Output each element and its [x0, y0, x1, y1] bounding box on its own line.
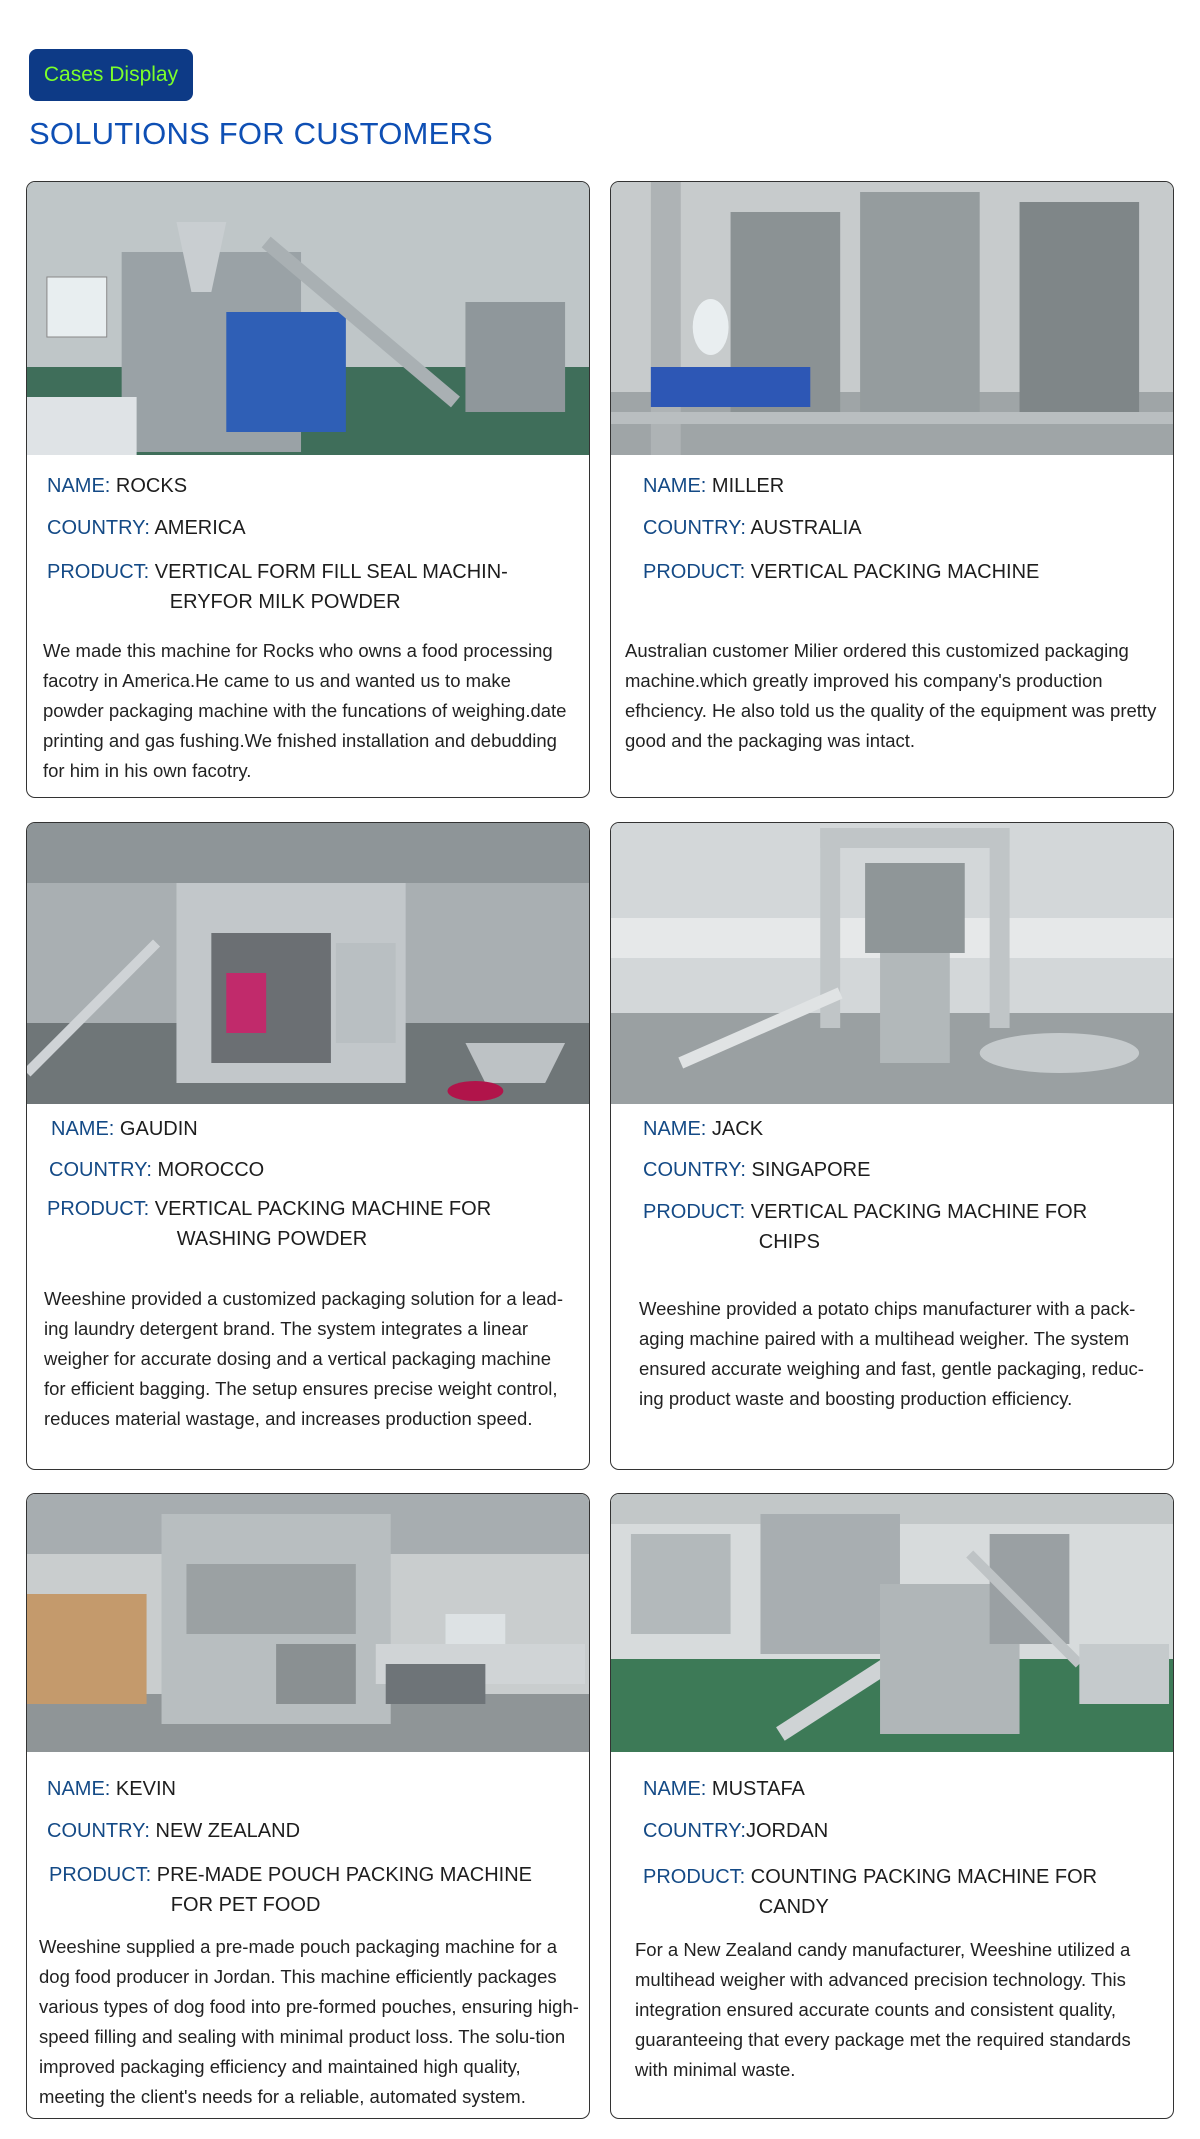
case-info-miller: NAME: MILLER COUNTRY: AUSTRALIA PRODUCT: VERTICAL PACKING MACHINE Australian customer Milier ordered this customized packaging machine.which greatly improved his company's production efhciency. He also told us the quality of the equipment was pretty good and the packaging was intact. — [611, 455, 1173, 798]
case-photo-mustafa — [611, 1494, 1173, 1752]
case-photo-gaudin — [27, 823, 589, 1104]
case-card-mustafa — [610, 1493, 1174, 2119]
name-label: NAME — [47, 1778, 105, 1800]
case-name: MUSTAFA — [711, 1778, 805, 1800]
case-product-line2: ERYFOR MILK POWDER — [169, 591, 401, 613]
case-name: KEVIN — [115, 1778, 176, 1800]
case-product-line1: VERTICAL PACKING MACHINE FOR — [154, 1198, 492, 1220]
case-description: For a New Zealand candy manufacturer, Weeshine utilized a multihead weigher with advanced precision technology. This integration ensured accurate counts and consistent quality, guaranteeing that every package met the required standards with minimal waste. — [635, 1939, 1131, 2080]
case-product-line2: CHIPS — [758, 1231, 820, 1253]
case-country: JORDAN — [745, 1820, 829, 1842]
case-name: ROCKS — [115, 475, 188, 497]
case-photo-rocks — [27, 182, 589, 455]
case-country: NEW ZEALAND — [155, 1820, 301, 1842]
country-label: COUNTRY — [49, 1159, 147, 1181]
case-product-line1: VERTICAL FORM FILL SEAL MACHIN- — [154, 561, 508, 583]
name-label: NAME — [47, 475, 105, 497]
case-photo-kevin — [27, 1494, 589, 1752]
case-description: Weeshine provided a potato chips manufacturer with a pack-aging machine paired with a multihead weigher. The system ensured accurate weighing and fast, gentle packaging, reduc-ing product waste and boosting production efficiency. — [639, 1298, 1144, 1409]
case-photo-jack — [611, 823, 1173, 1104]
country-label: COUNTRY — [643, 1820, 741, 1842]
case-name: GAUDIN — [119, 1118, 198, 1140]
case-country: AMERICA — [154, 517, 246, 539]
product-label: PRODUCT — [643, 1201, 740, 1223]
product-label: PRODUCT — [47, 1198, 144, 1220]
case-product-line1: VERTICAL PACKING MACHINE — [750, 561, 1040, 583]
country-label: COUNTRY — [643, 517, 741, 539]
case-description: Weeshine supplied a pre-made pouch packaging machine for a dog food producer in Jordan. This machine efficiently packages various types of dog food into pre-formed pouches, ensuring high-speed filling and sealing with minimal product loss. The solu-tion improved packaging efficiency and maintained high quality, meeting the client's needs for a reliable, automated system. — [39, 1936, 579, 2107]
case-product-line2: CANDY — [758, 1896, 829, 1918]
case-name: MILLER — [711, 475, 785, 497]
name-label: NAME — [51, 1118, 109, 1140]
case-product-line2: FOR PET FOOD — [170, 1894, 321, 1916]
product-label: PRODUCT — [643, 561, 740, 583]
case-product-line2: WASHING POWDER — [176, 1228, 368, 1250]
case-country: SINGAPORE — [751, 1159, 871, 1181]
product-label: PRODUCT — [47, 561, 144, 583]
product-label: PRODUCT — [49, 1864, 146, 1886]
case-country: MOROCCO — [157, 1159, 265, 1181]
case-description: Weeshine provided a customized packaging solution for a lead-ing laundry detergent brand. The system integrates a linear weigher for accurate dosing and a vertical packaging machine for efficient bagging. The setup ensures precise weight control, reduces material wastage, and increases production speed. — [44, 1288, 563, 1429]
case-card-kevin — [26, 1493, 590, 2119]
cases-display-badge: Cases Display — [29, 49, 193, 101]
case-card-rocks — [26, 181, 590, 798]
case-card-miller — [610, 181, 1174, 798]
case-description: Australian customer Milier ordered this customized packaging machine.which greatly improved his company's production efhciency. He also told us the quality of the equipment was pretty good and the packaging was intact. — [625, 640, 1157, 751]
country-label: COUNTRY — [643, 1159, 741, 1181]
case-country: AUSTRALIA — [750, 517, 862, 539]
name-label: NAME — [643, 475, 701, 497]
case-info-jack: NAME: JACK COUNTRY: SINGAPORE PRODUCT: VERTICAL PACKING MACHINE FOR CHIPS Weeshine provided a potato chips manufacturer with a pack-aging machine paired with a multihead weigher. The system ensured accurate weighing and fast, gentle packaging, reduc-ing product waste and boosting production efficiency. — [611, 1104, 1173, 1470]
case-photo-miller — [611, 182, 1173, 455]
case-name: JACK — [711, 1118, 764, 1140]
case-card-gaudin — [26, 822, 590, 1470]
country-label: COUNTRY — [47, 1820, 145, 1842]
case-info-kevin: NAME: KEVIN COUNTRY: NEW ZEALAND PRODUCT: PRE-MADE POUCH PACKING MACHINE FOR PET FOOD Weeshine supplied a pre-made pouch packaging machine for a dog food producer in Jordan. This machine efficiently packages various types of dog food into pre-formed pouches, ensuring high-speed filling and sealing with minimal product loss. The solu-tion improved packaging efficiency and maintained high quality, meeting the client's needs for a reliable, automated system. — [27, 1752, 589, 2118]
page-title: SOLUTIONS FOR CUSTOMERS — [29, 116, 493, 151]
case-info-gaudin: NAME: GAUDIN COUNTRY: MOROCCO PRODUCT: VERTICAL PACKING MACHINE FOR WASHING POWDER Weeshine provided a customized packaging solution for a lead-ing laundry detergent brand. The system integrates a linear weigher for accurate dosing and a vertical packaging machine for efficient bagging. The setup ensures precise weight control, reduces material wastage, and increases production speed. — [27, 1104, 589, 1470]
case-product-line1: PRE-MADE POUCH PACKING MACHINE — [156, 1864, 533, 1886]
case-info-mustafa: NAME: MUSTAFA COUNTRY:JORDAN PRODUCT: COUNTING PACKING MACHINE FOR CANDY For a New Zealand candy manufacturer, Weeshine utilized a multihead weigher with advanced precision technology. This integration ensured accurate counts and consistent quality, guaranteeing that every package met the required standards with minimal waste. — [611, 1752, 1173, 2118]
name-label: NAME — [643, 1118, 701, 1140]
case-product-line1: COUNTING PACKING MACHINE FOR — [750, 1866, 1098, 1888]
country-label: COUNTRY — [47, 517, 145, 539]
case-card-jack — [610, 822, 1174, 1470]
case-info-rocks: NAME: ROCKS COUNTRY: AMERICA PRODUCT: VERTICAL FORM FILL SEAL MACHIN- ERYFOR MILK POWDER We made this machine for Rocks who owns a food processing facotry in America.He came to us and wanted us to make powder packaging machine with the funcations of weighing.date printing and gas fushing.We fnished installation and debudding for him in his own facotry. — [27, 455, 589, 798]
case-description: We made this machine for Rocks who owns a food processing facotry in America.He came to us and wanted us to make powder packaging machine with the funcations of weighing.date printing and gas fushing.We fnished installation and debudding for him in his own facotry. — [43, 640, 567, 781]
case-product-line1: VERTICAL PACKING MACHINE FOR — [750, 1201, 1088, 1223]
product-label: PRODUCT — [643, 1866, 740, 1888]
name-label: NAME — [643, 1778, 701, 1800]
